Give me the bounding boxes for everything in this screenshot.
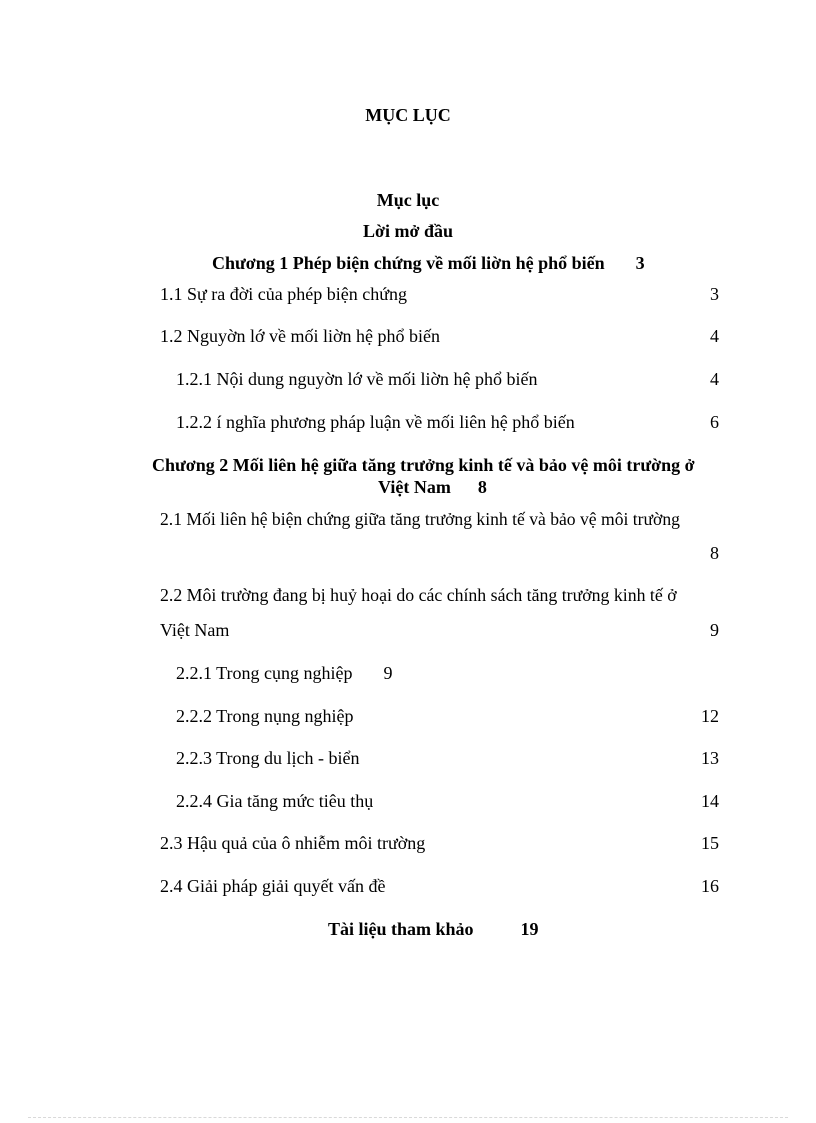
toc-entry-2-2-page: 9 <box>710 620 719 640</box>
toc-chapter-1 <box>212 252 645 274</box>
toc-entry-2-4-page: 16 <box>701 876 719 896</box>
entry-2-2-1-page: 9 <box>383 663 393 683</box>
toc-muc-luc: Mục lục <box>376 190 440 210</box>
toc-entry-2-2-1 <box>176 662 393 684</box>
toc-entry-1-2-2-page: 6 <box>710 412 719 432</box>
toc-entry-2-1: 2.1 Mối liên hệ biện chứng giữa tăng trưởng kinh tế và bảo vệ môi trường <box>160 509 680 529</box>
entry-2-2-1-label: 2.2.1 Trong cụng nghiệp <box>176 663 353 683</box>
toc-entry-2-2-4: 2.2.4 Gia tăng mức tiêu thụ <box>176 791 374 811</box>
toc-entry-2-2-line1: 2.2 Môi trường đang bị huỷ hoại do các chính sách tăng trưởng kinh tế ở <box>160 585 677 605</box>
chapter-1-page: 3 <box>635 253 645 273</box>
references-title: Tài liệu tham khảo <box>328 919 474 939</box>
toc-entry-2-2-3: 2.2.3 Trong du lịch - biển <box>176 748 360 768</box>
toc-entry-1-2-2: 1.2.2 í nghĩa phương pháp luận về mối liên hệ phổ biến <box>176 412 575 432</box>
toc-entry-2-1-page: 8 <box>710 543 719 563</box>
toc-loi-mo-dau: Lời mở đầu <box>363 221 453 241</box>
toc-chapter-2-line1: Chương 2 Mối liên hệ giữa tăng trưởng kinh tế và bảo vệ môi trường ở <box>152 455 695 475</box>
page-title: MỤC LỤC <box>365 105 451 125</box>
toc-entry-2-2-line2: Việt Nam <box>160 620 230 640</box>
toc-entry-2-2-3-page: 13 <box>701 748 719 768</box>
toc-entry-2-2-4-page: 14 <box>701 791 719 811</box>
toc-entry-1-2-1: 1.2.1 Nội dung nguyờn lớ về mối liờn hệ phổ biến <box>176 369 538 389</box>
chapter-2-page: 8 <box>477 477 487 497</box>
chapter-2-title-line2: Việt Nam <box>378 477 451 497</box>
toc-entry-1-2: 1.2 Nguyờn lớ về mối liờn hệ phổ biến <box>160 326 441 346</box>
toc-entry-2-2-2-page: 12 <box>701 706 719 726</box>
toc-entry-1-2-1-page: 4 <box>710 369 719 389</box>
toc-entry-1-2-page: 4 <box>710 326 719 346</box>
toc-entry-2-3-page: 15 <box>701 833 719 853</box>
chapter-1-title: Chương 1 Phép biện chứng về mối liờn hệ phổ biến <box>212 253 605 273</box>
page-bottom-rule <box>28 1117 788 1118</box>
references-page: 19 <box>520 919 539 939</box>
toc-entry-1-1: 1.1 Sự ra đời của phép biện chứng <box>160 284 407 304</box>
toc-references <box>328 918 539 940</box>
toc-entry-1-1-page: 3 <box>710 284 719 304</box>
toc-entry-2-3: 2.3 Hậu quả của ô nhiễm môi trường <box>160 833 426 853</box>
toc-entry-2-4: 2.4 Giải pháp giải quyết vấn đề <box>160 876 386 896</box>
toc-chapter-2-line2 <box>378 476 487 498</box>
toc-entry-2-2-2: 2.2.2 Trong nụng nghiệp <box>176 706 354 726</box>
